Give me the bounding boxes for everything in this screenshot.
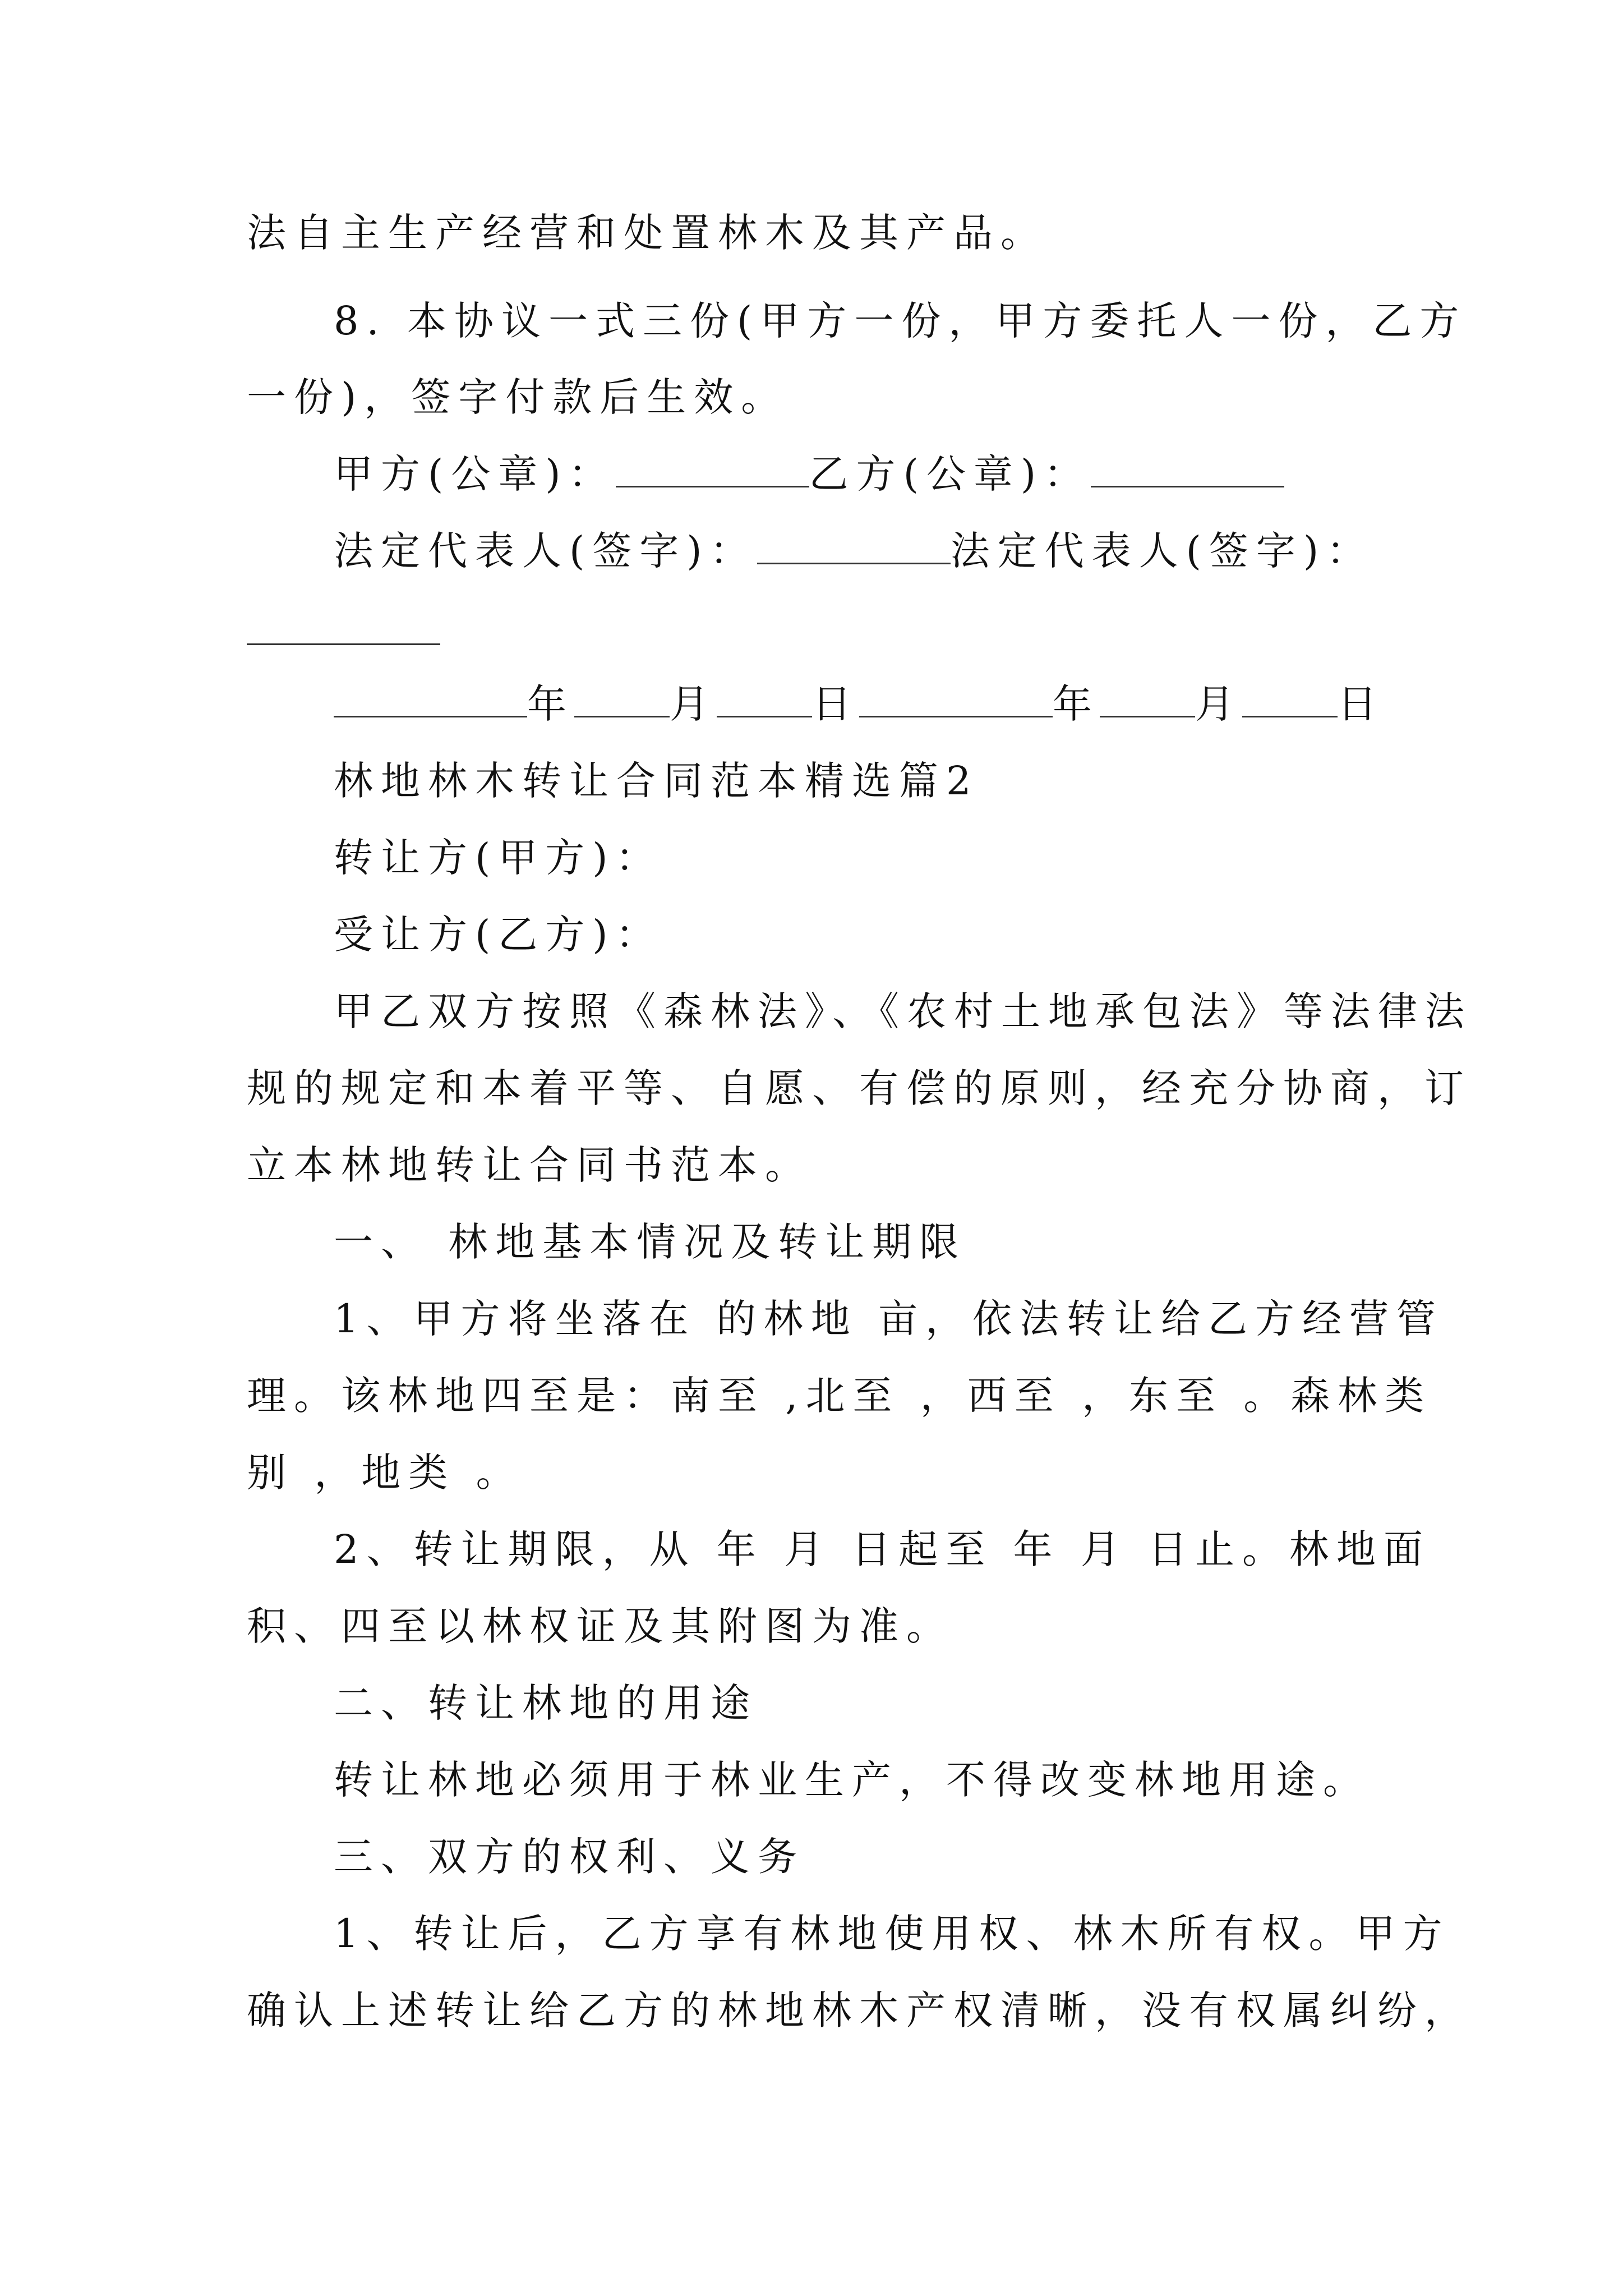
- section-title: 林地林木转让合同范本精选篇2: [334, 758, 979, 804]
- month-label-2: 月: [1195, 681, 1242, 727]
- party-a-rep-label: 法定代表人(签字)：: [334, 528, 757, 574]
- text-line: 一份)，签字付款后生效。: [247, 374, 789, 420]
- year-blank[interactable]: [334, 709, 527, 717]
- year-label: 年: [527, 681, 574, 727]
- party-b-rep-blank[interactable]: [247, 643, 440, 645]
- text-line: 积、四至以林权证及其附图为准。: [247, 1603, 953, 1649]
- day-blank-2[interactable]: [1242, 709, 1338, 717]
- text-line: 转让方(甲方)：: [334, 835, 663, 881]
- signature-line-rep: [334, 528, 1472, 573]
- date-line: [334, 682, 1472, 726]
- year-blank-2[interactable]: [859, 709, 1053, 717]
- heading-line: 一、 林地基本情况及转让期限: [334, 1219, 967, 1265]
- day-blank[interactable]: [717, 709, 812, 717]
- party-a-seal-label: 甲方(公章)：: [334, 451, 616, 497]
- text-line: 受让方(乙方)：: [334, 912, 663, 958]
- text-line: 2、转让期限，从 年 月 日起至 年 月 日止。林地面: [334, 1526, 1431, 1572]
- day-label: 日: [812, 681, 859, 727]
- text-line: 立本林地转让合同书范本。: [247, 1142, 812, 1188]
- text-line: 法自主生产经营和处置林木及其产品。: [247, 210, 1048, 256]
- month-label: 月: [670, 681, 717, 727]
- text-line: 别 ，地类 。: [247, 1450, 523, 1496]
- party-b-seal-blank[interactable]: [1091, 479, 1284, 487]
- month-blank-2[interactable]: [1100, 709, 1195, 717]
- month-blank[interactable]: [574, 709, 670, 717]
- heading-line: 二、转让林地的用途: [334, 1680, 758, 1726]
- day-label-2: 日: [1338, 681, 1385, 727]
- text-line: 规的规定和本着平等、自愿、有偿的原则，经充分协商，订: [247, 1065, 1472, 1111]
- text-line: 确认上述转让给乙方的林地林木产权清晰，没有权属纠纷，: [247, 1987, 1472, 2033]
- text-line: 1、转让后，乙方享有林地使用权、林木所有权。甲方: [334, 1911, 1450, 1957]
- signature-line-seal: [334, 452, 1472, 496]
- text-line: 甲乙双方按照《森林法》、《农村土地承包法》等法律法: [334, 988, 1472, 1034]
- text-line: 8. 本协议一式三份(甲方一份，甲方委托人一份，乙方: [334, 298, 1467, 344]
- text-line: 转让林地必须用于林业生产，不得改变林地用途。: [334, 1757, 1370, 1803]
- text-line: 1、甲方将坐落在 的林地 亩，依法转让给乙方经营管: [334, 1296, 1444, 1342]
- year-label-2: 年: [1053, 681, 1100, 727]
- text-line: 理。该林地四至是：南至 ,北至 ，西至 ，东至 。森林类: [247, 1373, 1432, 1419]
- party-a-rep-blank[interactable]: [757, 556, 951, 564]
- party-b-seal-label: 乙方(公章)：: [809, 451, 1091, 497]
- party-b-rep-label: 法定代表人(签字)：: [950, 528, 1374, 574]
- heading-line: 三、双方的权利、义务: [334, 1834, 805, 1880]
- party-a-seal-blank[interactable]: [616, 479, 809, 487]
